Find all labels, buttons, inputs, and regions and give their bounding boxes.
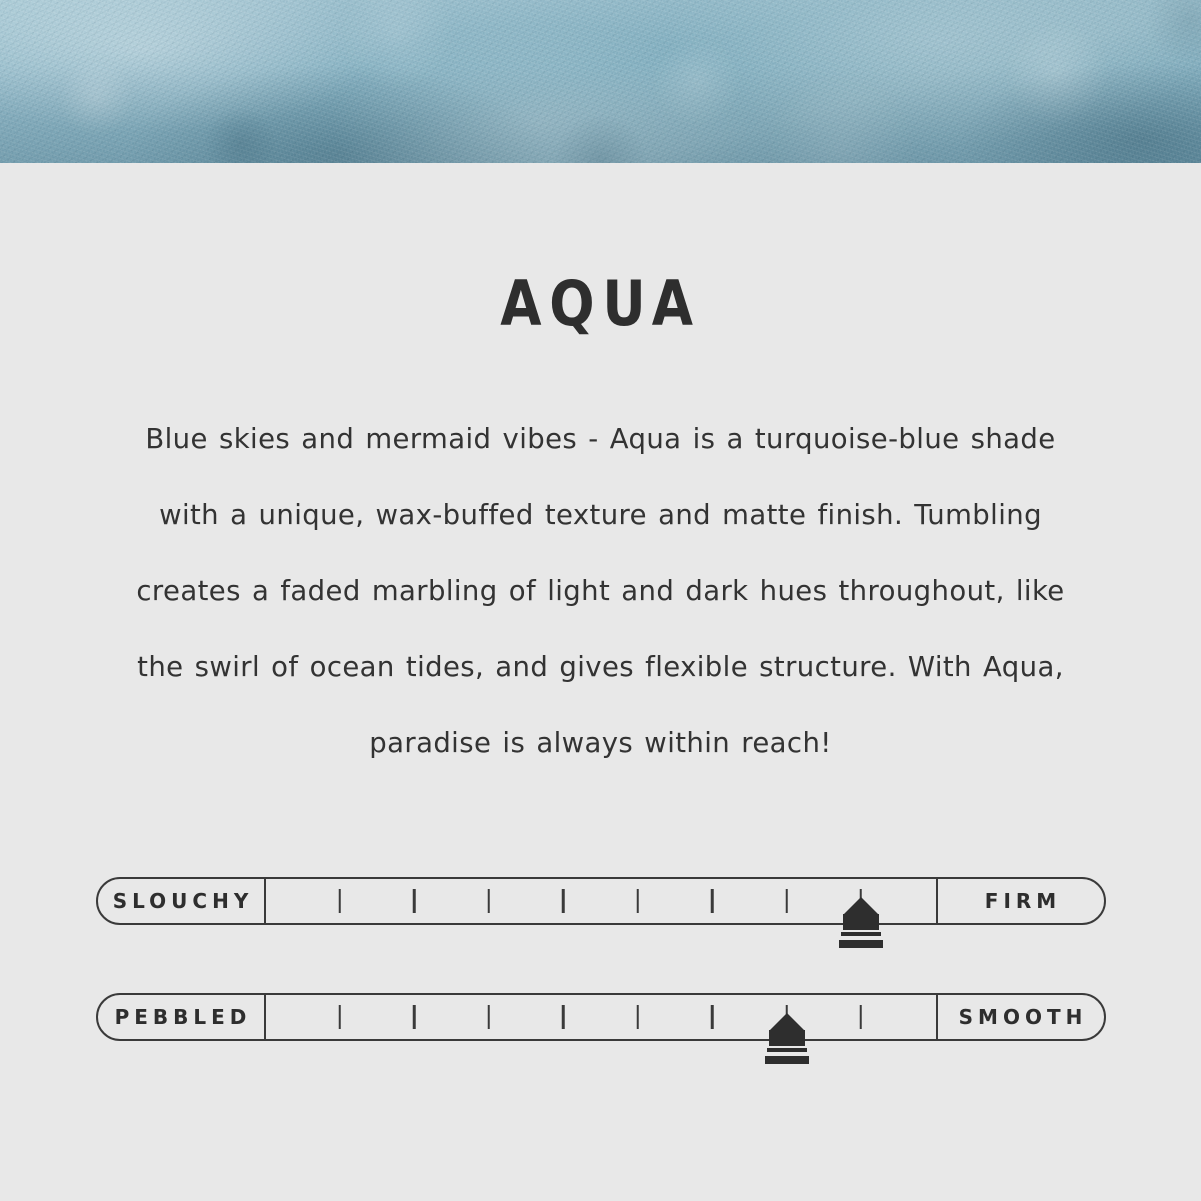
scale-tick bbox=[339, 1005, 342, 1029]
marker-bar-lower-icon bbox=[839, 940, 883, 948]
scale-structure[interactable] bbox=[96, 877, 1106, 925]
scale-structure-track[interactable] bbox=[266, 879, 936, 923]
marker-body-icon bbox=[843, 914, 879, 930]
scale-tick bbox=[860, 1005, 863, 1029]
scale-tick bbox=[413, 889, 416, 913]
marker-body-icon bbox=[769, 1030, 805, 1046]
scale-tick bbox=[711, 889, 714, 913]
scale-texture-left-label: PEBBLED bbox=[98, 995, 266, 1039]
scale-tick bbox=[636, 1005, 639, 1029]
scale-tick bbox=[562, 889, 565, 913]
marker-bar-lower-icon bbox=[765, 1056, 809, 1064]
scale-tick bbox=[488, 1005, 491, 1029]
color-description: Blue skies and mermaid vibes - Aqua is a turquoise-blue shade with a unique, wax-buffed texture and matte finish. Tumbling creates a faded marbling of light and dark hues throughout, like the swirl of ocean tides, and gives flexible structure. With Aqua, paradise is always within reach! bbox=[136, 423, 1065, 759]
scale-structure-left-label: SLOUCHY bbox=[98, 879, 266, 923]
scale-texture-right-label: SMOOTH bbox=[936, 995, 1104, 1039]
swatch-shading-overlay bbox=[0, 0, 1201, 163]
leather-swatch-banner bbox=[0, 0, 1201, 163]
scale-texture-track[interactable] bbox=[266, 995, 936, 1039]
scale-tick bbox=[785, 1005, 788, 1029]
scale-structure-right-label: FIRM bbox=[936, 879, 1104, 923]
attribute-scales bbox=[0, 877, 1201, 1041]
scale-texture[interactable] bbox=[96, 993, 1106, 1041]
scale-tick bbox=[413, 1005, 416, 1029]
scale-tick bbox=[488, 889, 491, 913]
marker-bar-upper-icon bbox=[767, 1048, 807, 1052]
scale-tick bbox=[860, 889, 863, 913]
scale-tick bbox=[636, 889, 639, 913]
scale-tick bbox=[339, 889, 342, 913]
scale-tick bbox=[711, 1005, 714, 1029]
scale-tick bbox=[562, 1005, 565, 1029]
scale-tick bbox=[785, 889, 788, 913]
page-title: AQUA bbox=[500, 267, 701, 340]
marker-bar-upper-icon bbox=[841, 932, 881, 936]
